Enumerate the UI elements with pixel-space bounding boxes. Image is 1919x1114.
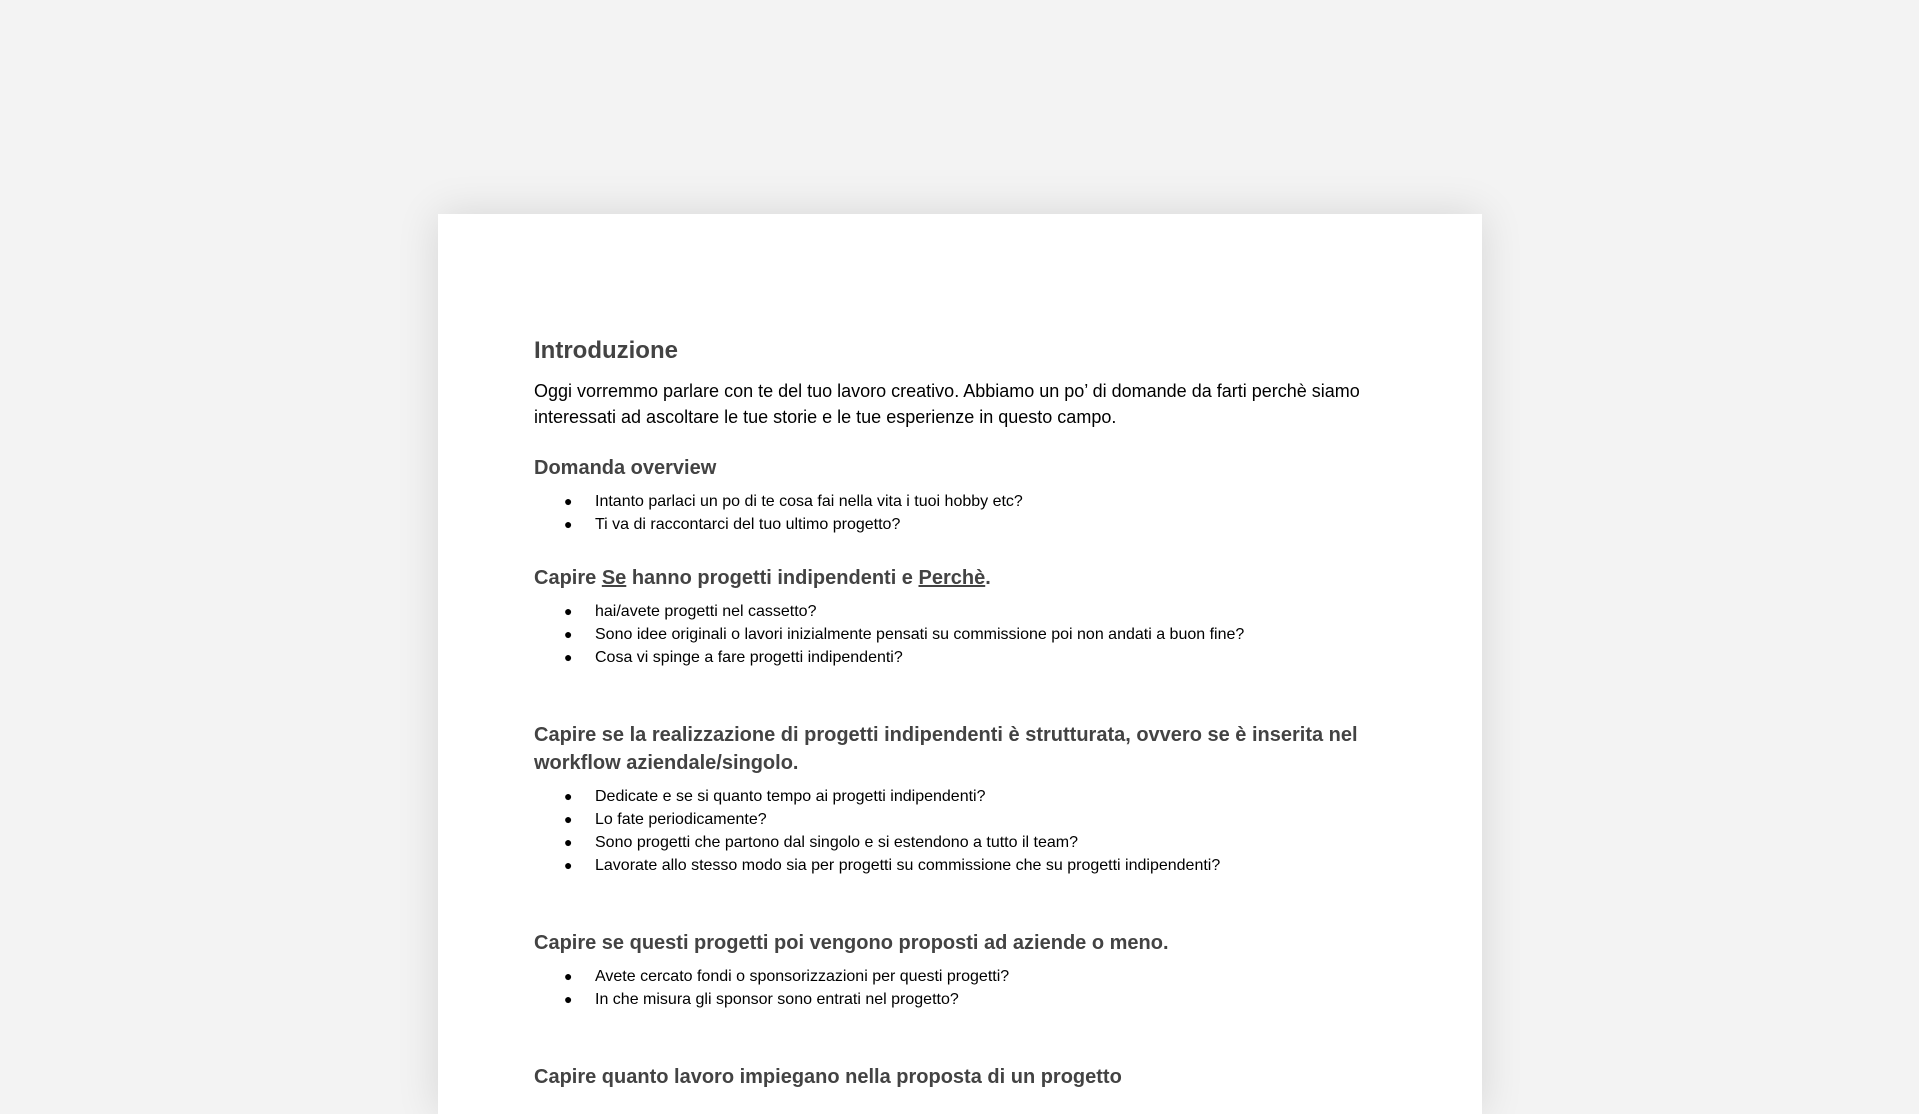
- bullet-icon: ●: [564, 493, 573, 509]
- bullet-icon: ●: [564, 834, 573, 850]
- list-item: ● Avete cercato fondi o sponsorizzazioni per questi progetti?: [534, 965, 1394, 988]
- list-item: ● Cosa vi spinge a fare progetti indipendenti?: [534, 646, 1394, 669]
- section-heading-proposta: Capire quanto lavoro impiegano nella proposta di un progetto: [534, 1066, 1122, 1088]
- section-heading-overview: Domanda overview: [534, 457, 717, 479]
- bullet-list-aziende: [534, 965, 1394, 1011]
- bullet-list-progetti-indipendenti: [534, 600, 1394, 669]
- underlined-se: Se: [601, 567, 627, 589]
- list-item: ● Intanto parlaci un po di te cosa fai nella vita i tuoi hobby etc?: [534, 490, 1394, 513]
- list-item: ● Sono progetti che partono dal singolo e si estendono a tutto il team?: [534, 831, 1394, 854]
- bullet-icon: ●: [564, 991, 573, 1007]
- bullet-icon: ●: [564, 516, 573, 532]
- section-heading-workflow: Capire se la realizzazione di progetti indipendenti è strutturata, ovvero se è inserita nel workflow aziendale/singolo.: [534, 724, 1358, 774]
- bullet-list-overview: [534, 490, 1394, 536]
- list-item: ● Ti va di raccontarci del tuo ultimo progetto?: [534, 513, 1394, 536]
- section-heading-progetti-indipendenti: Capire Se hanno progetti indipendenti e Perchè.: [534, 567, 991, 589]
- bullet-icon: ●: [564, 626, 573, 642]
- list-item: ● Lo fate periodicamente?: [534, 808, 1394, 831]
- list-item: ● Sono idee originali o lavori inizialmente pensati su commissione poi non andati a buon fine?: [534, 623, 1394, 646]
- list-item: ● Dedicate e se si quanto tempo ai progetti indipendenti?: [534, 785, 1394, 808]
- document-content: [534, 336, 1394, 1099]
- document-title: Introduzione: [534, 337, 678, 364]
- bullet-icon: ●: [564, 649, 573, 665]
- document-page: [438, 214, 1482, 1114]
- bullet-icon: ●: [564, 857, 573, 873]
- bullet-icon: ●: [564, 603, 573, 619]
- section-heading-aziende: Capire se questi progetti poi vengono proposti ad aziende o meno.: [534, 932, 1169, 954]
- list-item: ● hai/avete progetti nel cassetto?: [534, 600, 1394, 623]
- list-item: ● In che misura gli sponsor sono entrati nel progetto?: [534, 988, 1394, 1011]
- list-item: ● Lavorate allo stesso modo sia per progetti su commissione che su progetti indipendenti?: [534, 854, 1394, 877]
- bullet-list-workflow: [534, 785, 1394, 877]
- bullet-icon: ●: [564, 811, 573, 827]
- bullet-icon: ●: [564, 968, 573, 984]
- intro-paragraph: Oggi vorremmo parlare con te del tuo lavoro creativo. Abbiamo un po’ di domande da farti perchè siamo interessati ad ascoltare le tue storie e le tue esperienze in questo campo.: [534, 381, 1360, 427]
- underlined-perche: Perchè: [918, 567, 986, 589]
- bullet-icon: ●: [564, 788, 573, 804]
